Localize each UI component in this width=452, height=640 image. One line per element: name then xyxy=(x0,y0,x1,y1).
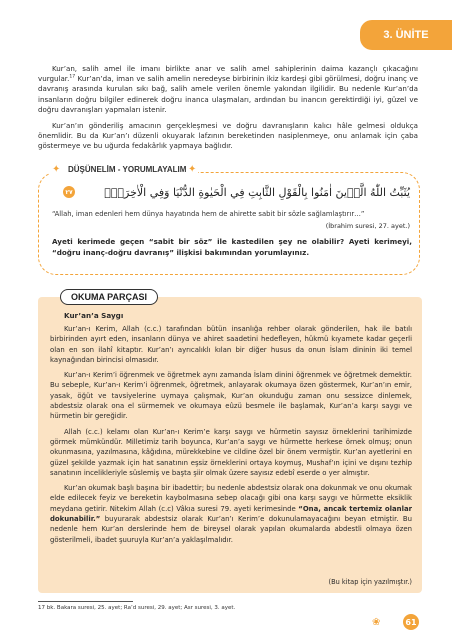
verse-translation: “Allah, iman edenleri hem dünya hayatında hem de ahirette sabit bir sözle sağlamlaştırır…” xyxy=(52,210,365,218)
reading-paragraph-3: Allah (c.c.) kelamı olan Kur’an-ı Kerim’e karşı saygı ve hürmetin sayısız örneklerini tarihimizde görmek mümkündür. Milletimiz tarih boyunca, Kur’an’a saygı ve hürmette herkese örnek olmuş; onun okunmasına, yazılmasına, kâğıdına, mürekkebine ve cildine özel bir önem vermiştir. Kur’an ayetlerini en güzel şekilde yazmak için hat sanatının eşsiz örneklerini ortaya koymuş, Mushaf’ın içini ve dışını tezhip sanatının incelikleriyle süslemiş ve başta şiir olmak üzere sayısız edebî eserde o yer almıştır. xyxy=(50,427,412,477)
sparkle-icon: ✦ xyxy=(52,164,61,175)
reading-paragraph-2: Kur’an-ı Kerim’i öğrenmek ve öğretmek aynı zamanda İslam dinini öğrenmek ve öğretmek demektir. Bu sebeple, Kur’an-ı Kerim’i öğrenmek, öğretmek, anlayarak okumaya özen göstermek, Kur’an’ın emir, yasak, öğüt ve tavsiyelerine uymaya çalışmak, Kur’an okunduğu zaman onu sessizce dinlemek, abdestsiz olarak ona el sürmemek ve okumaya eûzü besmele ile başlamak, Kur’an’a karşı saygı ve hürmetin bir gereğidir. xyxy=(50,371,412,421)
reading-p4-quote: “Ona, ancak tertemiz olanlar dokunabilir.” xyxy=(50,504,412,524)
sparkle-icon: ✦ xyxy=(188,164,197,175)
verse-source: (İbrahim suresi, 27. ayet.) xyxy=(325,222,410,230)
page-number: 61 xyxy=(403,614,419,630)
intro-text xyxy=(38,64,418,158)
unit-tab: 3. ÜNİTE xyxy=(360,20,452,50)
intro-paragraph-1 xyxy=(38,64,418,115)
verse-number-badge: ٢٧ xyxy=(63,186,75,198)
reading-paragraph-1: Kur’an-ı Kerim, Allah (c.c.) tarafından bütün insanlığa rehber olarak gönderilen, hak ile batılı birbirinden ayırt eden, insanların dünya ve ahiret saadetini hedefleyen, hükmü kıyamete kadar geçerli olan en son ilahî kitaptır. Kur’an’ı ayrıcalıklı kılan bir diğer husus da onun İslam dininin iki temel kaynağından birincisi olmasıdır. xyxy=(50,325,412,364)
reading-text xyxy=(50,324,412,550)
intro-p1-start: Kur’an, salih amel ile imanı birlikte anar ve salih amel sahiplerinin daima kazançlı çıkacağını vurgular. xyxy=(38,64,418,84)
arabic-verse: يُثَبِّتُ اللّٰهُ الَّذ۪ينَ اٰمَنُوا بِالْقَوْلِ الثَّابِتِ فِي الْحَيٰوةِ الدُّنْيَا وَفِي الْاٰخِرَةِۚ xyxy=(104,186,410,199)
reading-title: OKUMA PARÇASI xyxy=(60,289,158,305)
reading-paragraph-4 xyxy=(50,483,412,545)
footnote-ref[interactable]: 17 xyxy=(69,74,76,80)
reading-p4-end: buyurarak abdestsiz olarak Kur’an’ı Kerim’e dokunulamayacağını beyan etmiştir. Bu nedenle hem Kur’an derslerinde hem de bireysel olarak yapılan okumalarda abdestli olmaya özen gösterilmeli, ibadet şuuruyla Kur’an’a yaklaşılmalıdır. xyxy=(50,515,412,544)
think-label: DÜŞÜNELİM - YORUMLAYALIM xyxy=(62,165,192,174)
footnote-divider xyxy=(38,601,133,602)
reading-p4-start: Kur’an okumak başlı başına bir ibadettir; bu nedenle abdestsiz olarak ona dokunmak ve onu okumak elde edilecek feyiz ve bereketin kaybolmasına sebep olacağı gibi ona karşı saygı ve hürmette eksiklik meydana getirir. Nitekim Allah (c.c) Vâkıa suresi 79. ayeti kerimesinde xyxy=(50,484,412,513)
flower-icon: ❀ xyxy=(372,617,381,628)
reading-subtitle: Kur’an’a Saygı xyxy=(64,311,124,320)
think-question: Ayeti kerimede geçen “sabit bir söz” ile kastedilen şey ne olabilir? Ayeti kerimeyi, “doğru inanç-doğru davranış” ilişkisi bakımından yorumlayınız. xyxy=(52,237,412,257)
reading-source: (Bu kitap için yazılmıştır.) xyxy=(328,578,412,586)
footnote: 17 bk. Bakara suresi, 25. ayet; Ra’d suresi, 29. ayet; Asr suresi, 3. ayet. xyxy=(38,605,236,611)
intro-paragraph-2: Kur’an’ın gönderiliş amacının gerçekleşmesi ve doğru davranışların kalıcı hâle gelmesi oldukça önemlidir. Bu da Kur’an’ı düzenli okuyarak lafzının bereketinden nasiplenmeye, onu anlamak için çaba göstermeye ve bu uğurda fedakârlık yapmaya bağlıdır. xyxy=(38,121,418,151)
intro-p1-end: Kur’an’da, iman ve salih amelin neredeyse birbirinin ikiz kardeşi gibi görülmesi, doğru inanç ve davranış arasında kurulan sıkı bağ, salih amele verilen önemle yakından ilgilidir. Bu nedenle Kur’an’da insanların doğru bilgiler edinerek doğru inanca ulaşmaları, ardından bu inancın gerektirdiği iyi, güzel ve doğru davranışları yapmaları istenir. xyxy=(38,74,418,114)
